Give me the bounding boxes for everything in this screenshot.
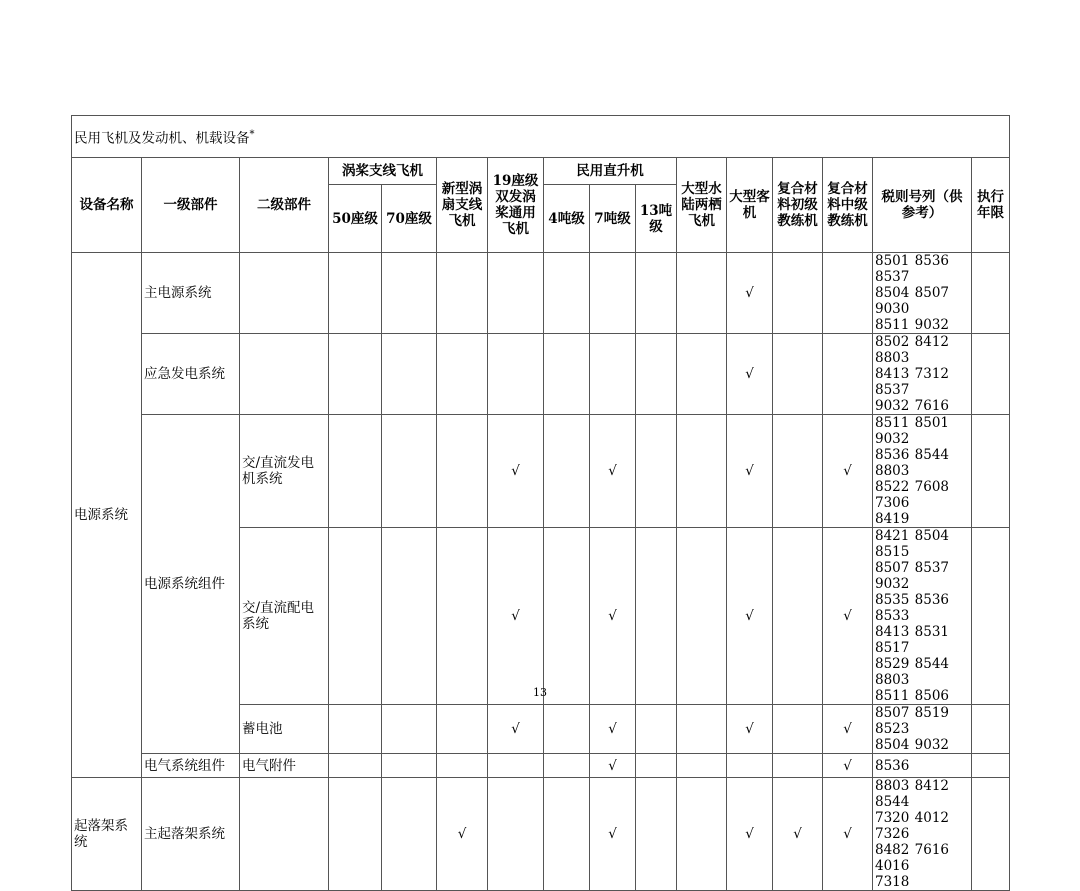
- check-mark: √: [488, 415, 544, 528]
- check-mark: √: [823, 705, 873, 754]
- check-mark: √: [823, 415, 873, 528]
- header-large-airliner: 大型客机: [727, 158, 773, 253]
- level2-acdc-distribution: 交/直流配电系统: [240, 528, 329, 705]
- check-mark: √: [590, 415, 636, 528]
- level1-main-landing-gear: 主起落架系统: [142, 778, 240, 891]
- equipment-table: [71, 115, 1010, 891]
- header-tariff: 税则号列（供参考）: [873, 158, 972, 253]
- header-70-seat: 70座级: [382, 185, 437, 253]
- header-composite-intermediate: 复合材料中级教练机: [823, 158, 873, 253]
- header-composite-primary: 复合材料初级教练机: [773, 158, 823, 253]
- check-mark: √: [437, 778, 488, 891]
- level2-acdc-generator: 交/直流发电机系统: [240, 415, 329, 528]
- check-mark: √: [590, 778, 636, 891]
- check-mark: √: [727, 415, 773, 528]
- tariff-codes: 8803 8412 8544 7320 4012 7326 8482 7616 4016 7318: [873, 778, 972, 891]
- tariff-codes: 8507 8519 8523 8504 9032: [873, 705, 972, 754]
- table-row: [72, 754, 1010, 778]
- header-level2: 二级部件: [240, 158, 329, 253]
- header-new-turbofan: 新型涡扇支线飞机: [437, 158, 488, 253]
- level2-electrical-accessories: 电气附件: [240, 754, 329, 778]
- level1-main-power: 主电源系统: [142, 253, 240, 334]
- check-mark: √: [773, 778, 823, 891]
- check-mark: √: [823, 528, 873, 705]
- header-level1: 一级部件: [142, 158, 240, 253]
- table-row: [72, 334, 1010, 415]
- check-mark: √: [727, 705, 773, 754]
- check-mark: √: [823, 778, 873, 891]
- check-mark: √: [727, 528, 773, 705]
- page-number: 13: [533, 686, 547, 699]
- table-row: [72, 778, 1010, 891]
- header-equipment-name: 设备名称: [72, 158, 142, 253]
- tariff-codes: 8511 8501 9032 8536 8544 8803 8522 7608 7306 8419: [873, 415, 972, 528]
- table-row: [72, 415, 1010, 528]
- header-7-ton: 7吨级: [590, 185, 636, 253]
- check-mark: √: [488, 528, 544, 705]
- header-turboprop-group: 涡桨支线飞机: [329, 158, 437, 185]
- check-mark: √: [823, 754, 873, 778]
- tariff-codes: 8421 8504 8515 8507 8537 9032 8535 8536 8533 8413 8531 8517 8529 8544 8803 8511 8506: [873, 528, 972, 705]
- document-sheet: [71, 115, 1009, 891]
- check-mark: √: [727, 778, 773, 891]
- check-mark: √: [590, 705, 636, 754]
- header-50-seat: 50座级: [329, 185, 382, 253]
- equipment-landing-gear: 起落架系统: [72, 778, 142, 891]
- equipment-power-system: 电源系统: [72, 253, 142, 778]
- tariff-codes: 8502 8412 8803 8413 7312 8537 9032 7616: [873, 334, 972, 415]
- title-footnote-mark: *: [249, 128, 255, 140]
- table-row: [72, 253, 1010, 334]
- check-mark: √: [727, 253, 773, 334]
- header-13-ton: 13吨级: [636, 185, 677, 253]
- level1-power-components: 电源系统组件: [142, 415, 240, 754]
- check-mark: √: [590, 754, 636, 778]
- check-mark: √: [590, 528, 636, 705]
- level1-electrical-components: 电气系统组件: [142, 754, 240, 778]
- table-title: 民用飞机及发动机、机载设备*: [72, 116, 1010, 158]
- tariff-codes: 8536: [873, 754, 972, 778]
- level1-emergency-generator: 应急发电系统: [142, 334, 240, 415]
- header-19-seat: 19座级双发涡桨通用飞机: [488, 158, 544, 253]
- check-mark: √: [727, 334, 773, 415]
- header-amphibian: 大型水陆两栖飞机: [677, 158, 727, 253]
- header-helicopter-group: 民用直升机: [544, 158, 677, 185]
- level2-battery: 蓄电池: [240, 705, 329, 754]
- header-4-ton: 4吨级: [544, 185, 590, 253]
- header-period: 执行年限: [972, 158, 1010, 253]
- tariff-codes: 8501 8536 8537 8504 8507 9030 8511 9032: [873, 253, 972, 334]
- check-mark: √: [488, 705, 544, 754]
